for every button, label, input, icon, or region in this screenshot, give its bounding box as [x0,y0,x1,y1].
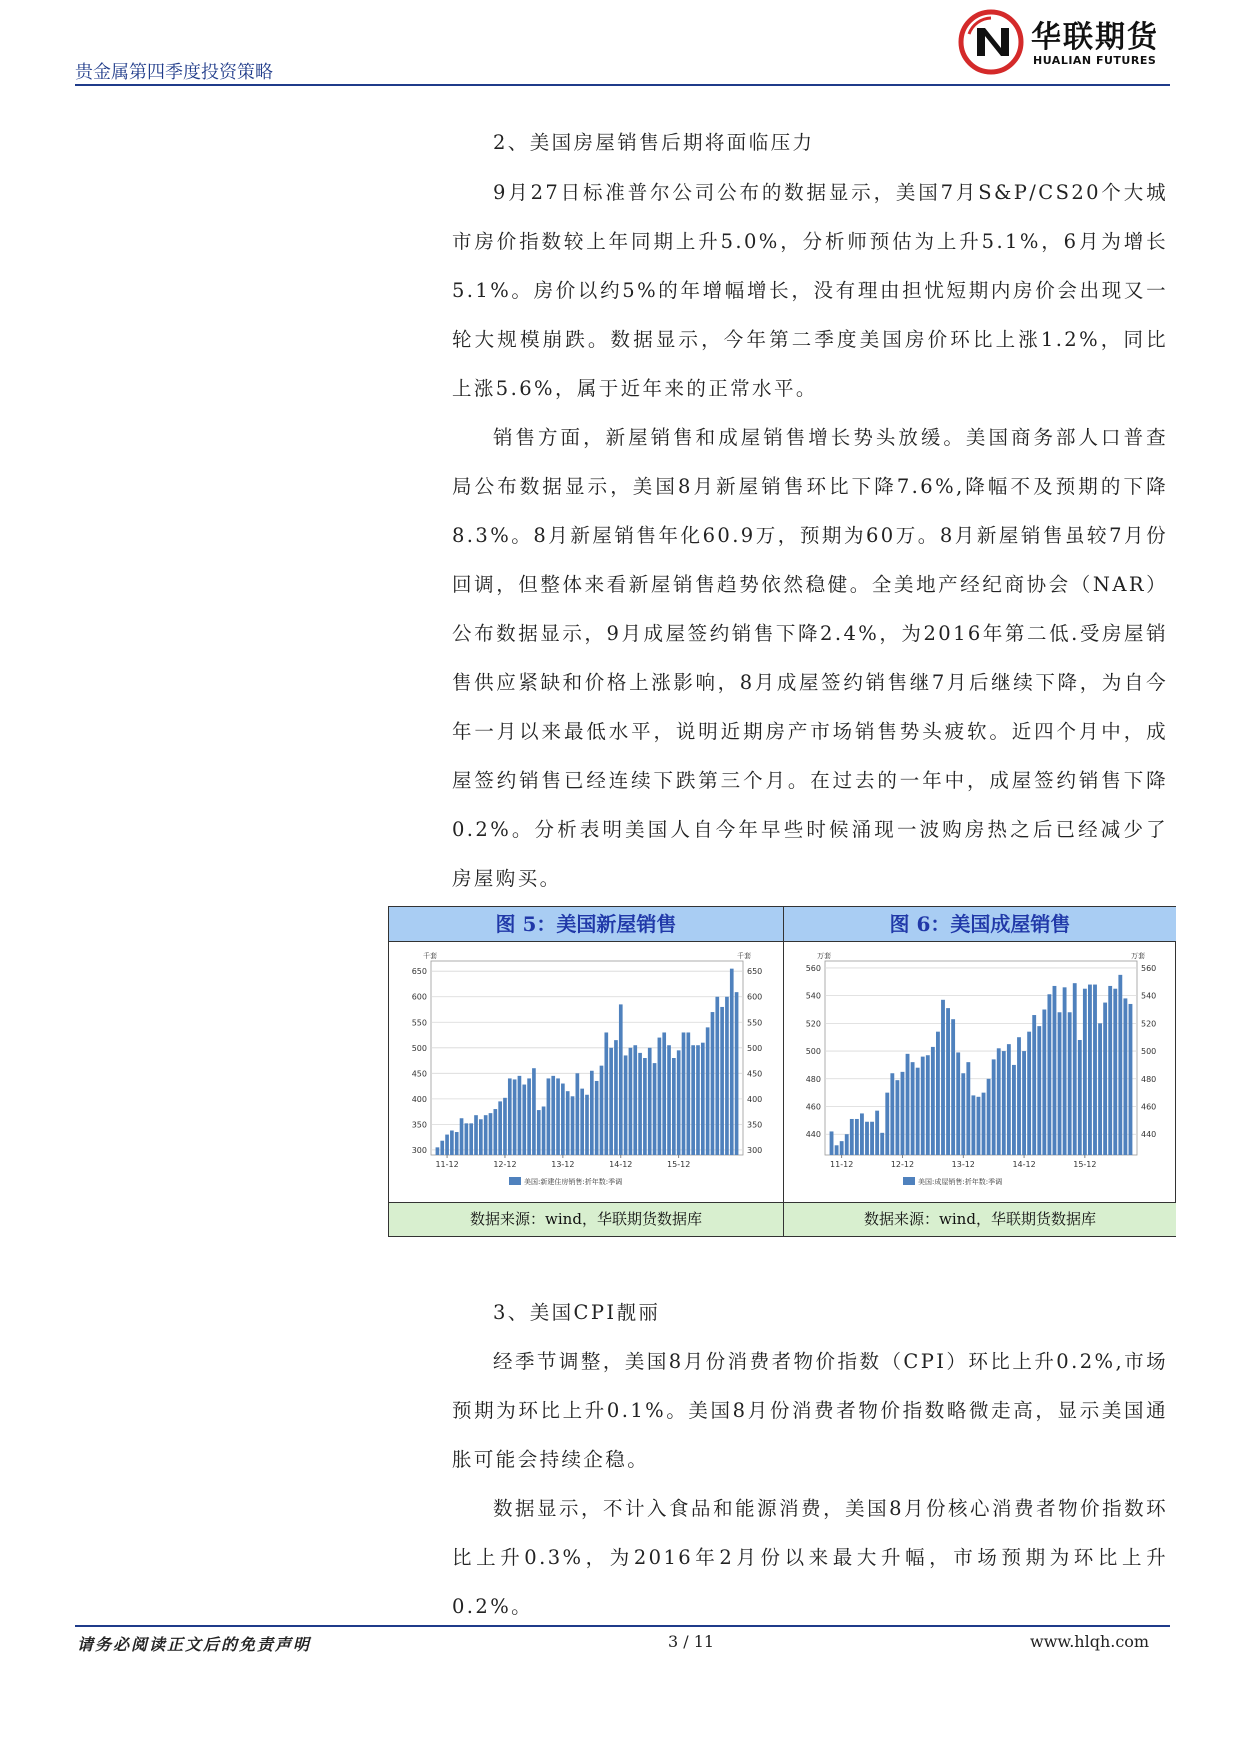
bar [875,1111,879,1155]
bar [643,1058,647,1155]
bar [1037,1026,1041,1155]
bar [479,1119,483,1155]
bar [600,1066,604,1155]
y-tick-label-left: 650 [411,967,427,977]
bar [1063,987,1067,1155]
bar [445,1135,449,1155]
bar [941,1000,945,1155]
bar [662,1032,666,1155]
y-tick-label-left: 400 [411,1094,427,1104]
bar [977,1097,981,1155]
logo-chinese-text: 华联期货 [1031,20,1159,55]
x-tick-label: 15-12 [667,1160,691,1169]
x-tick-label: 13-12 [551,1160,575,1169]
bar [880,1133,884,1155]
bar [1012,1065,1016,1155]
y-tick-label-right: 550 [747,1018,763,1028]
bar [992,1059,996,1155]
bar [1047,994,1051,1155]
bar [609,1048,613,1155]
y-tick-label-left: 500 [805,1047,821,1057]
y-tick-label-right: 300 [747,1145,763,1155]
logo-english-text: HUALIAN FUTURES [1033,54,1157,67]
bar [547,1078,551,1155]
bar [633,1045,637,1155]
bar [493,1109,497,1155]
bar [677,1050,681,1155]
x-tick-label: 13-12 [951,1160,975,1169]
bar [855,1119,859,1155]
bar [1113,989,1117,1155]
bar [997,1048,1001,1155]
bar [890,1073,894,1155]
bar [901,1072,905,1155]
footer-website: www.hlqh.com [1030,1632,1150,1651]
bar [916,1068,920,1155]
bar [585,1095,589,1155]
y-tick-label-right: 440 [1141,1130,1157,1140]
section-heading-cpi: 3、美国CPI靓丽 [493,1301,661,1324]
page-number: 3 / 11 [668,1632,715,1651]
figure-divider [783,907,784,1236]
bar [982,1093,986,1155]
bar [895,1080,899,1155]
cpi-paragraph-2 [452,1484,1168,1631]
bar [532,1068,536,1155]
bar [527,1078,531,1155]
bar [711,1012,715,1155]
bar [1068,1012,1072,1155]
bar [906,1054,910,1155]
paragraph-text: 经季节调整，美国8月份消费者物价指数（CPI）环比上升0.2%,市场预期为环比上升0.1%。美国8月份消费者物价指数略微走高，显示美国通胀可能会持续企稳。 [452,1350,1168,1471]
unit-label-right: 万套 [1131,952,1145,960]
bar [667,1045,671,1155]
bar [1022,1051,1026,1155]
bar [1078,1040,1082,1155]
bar [706,1027,710,1155]
bar [551,1076,555,1155]
y-tick-label-right: 500 [747,1043,763,1053]
figure-table [388,906,1176,1237]
legend-swatch [509,1177,521,1185]
bar [1042,1010,1046,1156]
bar [961,1073,965,1155]
bar [489,1113,493,1155]
figure-5-source: 数据来源：wind，华联期货数据库 [389,1202,783,1236]
bar [1088,985,1092,1155]
y-tick-label-right: 400 [747,1094,763,1104]
bar [725,997,729,1155]
bar [522,1085,526,1155]
bar [624,1055,628,1155]
hualian-logo-icon [957,8,1027,76]
bar [850,1119,854,1155]
housing-paragraph-1 [452,168,1168,413]
section-heading-housing: 2、美国房屋销售后期将面临压力 [493,131,815,154]
bar [484,1115,488,1155]
x-tick-label: 15-12 [1073,1160,1097,1169]
y-tick-label-left: 600 [411,992,427,1002]
x-tick-label: 12-12 [493,1160,517,1169]
bar [537,1110,541,1155]
bar [498,1101,502,1155]
y-tick-label-left: 440 [805,1130,821,1140]
y-tick-label-left: 500 [411,1043,427,1053]
bar [518,1076,522,1155]
bar [576,1073,580,1155]
bar [638,1053,642,1155]
legend-label: 美国:新建住房销售:折年数:季调 [524,1178,623,1186]
y-tick-label-left: 540 [805,991,821,1001]
footer-divider [75,1625,1170,1627]
bar [1053,986,1057,1155]
paragraph-text: 数据显示，不计入食品和能源消费，美国8月份核心消费者物价指数环比上升0.3%，为2016年2月份以来最大升幅，市场预期为环比上升0.2%。 [452,1497,1168,1618]
cpi-paragraph-1 [452,1337,1168,1484]
bar [835,1145,839,1155]
bar [542,1107,546,1156]
y-tick-label-right: 500 [1141,1047,1157,1057]
bar [860,1113,864,1155]
y-tick-label-right: 450 [747,1069,763,1079]
y-tick-label-left: 560 [805,963,821,973]
y-tick-label-right: 520 [1141,1019,1157,1029]
figure-6-source: 数据来源：wind，华联期货数据库 [784,1202,1176,1236]
bar [682,1032,686,1155]
bar [474,1115,478,1155]
existing-home-sales-chart [791,947,1171,1195]
bar [1093,985,1097,1155]
header-divider [75,84,1170,86]
bar [566,1091,570,1155]
bar [450,1130,454,1155]
bar [571,1096,575,1155]
document-header-title: 贵金属第四季度投资策略 [75,62,273,83]
bar [658,1038,662,1155]
bar [845,1134,849,1155]
bar [580,1089,584,1155]
y-tick-label-right: 650 [747,967,763,977]
y-tick-label-left: 520 [805,1019,821,1029]
bar [987,1079,991,1155]
bar [503,1098,507,1155]
y-tick-label-left: 550 [411,1018,427,1028]
y-tick-label-left: 460 [805,1102,821,1112]
bar [701,1043,705,1155]
bar [1123,998,1127,1155]
y-tick-label-right: 460 [1141,1102,1157,1112]
bar [971,1095,975,1155]
unit-label-left: 千套 [423,952,437,960]
bar [1118,975,1122,1155]
y-tick-label-right: 540 [1141,991,1157,1001]
bar [830,1131,834,1155]
bar [455,1132,459,1155]
legend-label: 美国:成屋销售:折年数:季调 [918,1178,1003,1186]
bar [840,1141,844,1155]
bar [1002,1051,1006,1155]
bar [1129,1004,1133,1155]
legend-swatch [903,1177,915,1185]
bar [460,1118,464,1155]
bar [653,1063,657,1155]
bar [696,1045,700,1155]
bar [931,1047,935,1155]
bar [648,1048,652,1155]
x-tick-label: 11-12 [435,1160,459,1169]
bar [1098,1023,1102,1155]
bar [629,1048,633,1155]
bar [966,1062,970,1155]
y-tick-label-right: 350 [747,1120,763,1130]
figure-5-title: 图 5：美国新屋销售 [389,907,783,942]
paragraph-text: 9月27日标准普尔公司公布的数据显示，美国7月S&P/CS20个大城市房价指数较上年同期上升5.0%，分析师预估为上升5.1%，6月为增长5.1%。房价以约5%的年增幅增长，没有理由担忧短期内房价会出现又一轮大规模崩跌。数据显示，今年第二季度美国房价环比上涨1.2%，同比上涨5.6%，属于近年来的正常水平。 [452,181,1168,400]
bar [1073,983,1077,1155]
bar [735,992,739,1155]
bar [508,1078,512,1155]
figure-6-title: 图 6：美国成屋销售 [784,907,1176,942]
bar [1027,1032,1031,1155]
bar [513,1079,517,1155]
y-tick-label-right: 600 [747,992,763,1002]
paragraph-text: 销售方面，新屋销售和成屋销售增长势头放缓。美国商务部人口普查局公布数据显示，美国8月新屋销售环比下降7.6%,降幅不及预期的下降8.3%。8月新屋销售年化60.9万，预期为60万。8月新屋销售虽较7月份回调，但整体来看新屋销售趋势依然稳健。全美地产经纪商协会（NAR）公布数据显示，9月成屋签约销售下降2.4%，为2016年第二低.受房屋销售供应紧缺和价格上涨影响，8月成屋签约销售继7月后继续下降，为自今年一月以来最低水平，说明近期房产市场销售势头疲软。近四个月中，成屋签约销售已经连续下跌第三个月。在过去的一年中，成屋签约销售下降0.2%。分析表明美国人自今年早些时候涌现一波购房热之后已经减少了房屋购买。 [452,426,1168,890]
y-tick-label-left: 350 [411,1120,427,1130]
company-logo [957,8,1177,76]
bar [691,1045,695,1155]
housing-paragraph-2 [452,413,1168,903]
bar [1108,986,1112,1155]
bar [715,997,719,1155]
bar [590,1071,594,1155]
bar [1103,1003,1107,1155]
y-tick-label-left: 450 [411,1069,427,1079]
bar [686,1032,690,1155]
bar [730,969,734,1155]
bar [926,1055,930,1155]
x-tick-label: 14-12 [609,1160,633,1169]
bar [436,1147,440,1155]
footer-disclaimer: 请务必阅读正文后的免责声明 [77,1635,312,1654]
bar [1083,989,1087,1155]
bar [619,1004,623,1155]
bar [951,1019,955,1155]
x-tick-label: 11-12 [830,1160,854,1169]
x-tick-label: 14-12 [1012,1160,1036,1169]
bar [1007,1044,1011,1155]
bar [672,1058,676,1155]
bar [956,1052,960,1155]
bar [911,1062,915,1155]
bar [465,1123,469,1155]
y-tick-label-left: 480 [805,1074,821,1084]
bar [440,1141,444,1155]
bar [936,1032,940,1155]
bar [561,1084,565,1155]
bar [469,1123,473,1155]
bar [604,1032,608,1155]
bar [595,1081,599,1155]
bar [865,1122,869,1155]
bar [1032,1015,1036,1155]
bar [885,1093,889,1155]
bar [556,1078,560,1155]
bar [1017,1037,1021,1155]
y-tick-label-left: 300 [411,1145,427,1155]
bar [720,1007,724,1155]
bar [870,1122,874,1155]
bar [921,1057,925,1155]
new-home-sales-chart [397,947,777,1195]
bar [946,1008,950,1155]
x-tick-label: 12-12 [890,1160,915,1169]
y-tick-label-right: 560 [1141,963,1157,973]
unit-label-left: 万套 [817,952,831,960]
y-tick-label-right: 480 [1141,1074,1157,1084]
unit-label-right: 千套 [737,952,751,960]
bar [614,1040,618,1155]
bar [1058,1012,1062,1155]
